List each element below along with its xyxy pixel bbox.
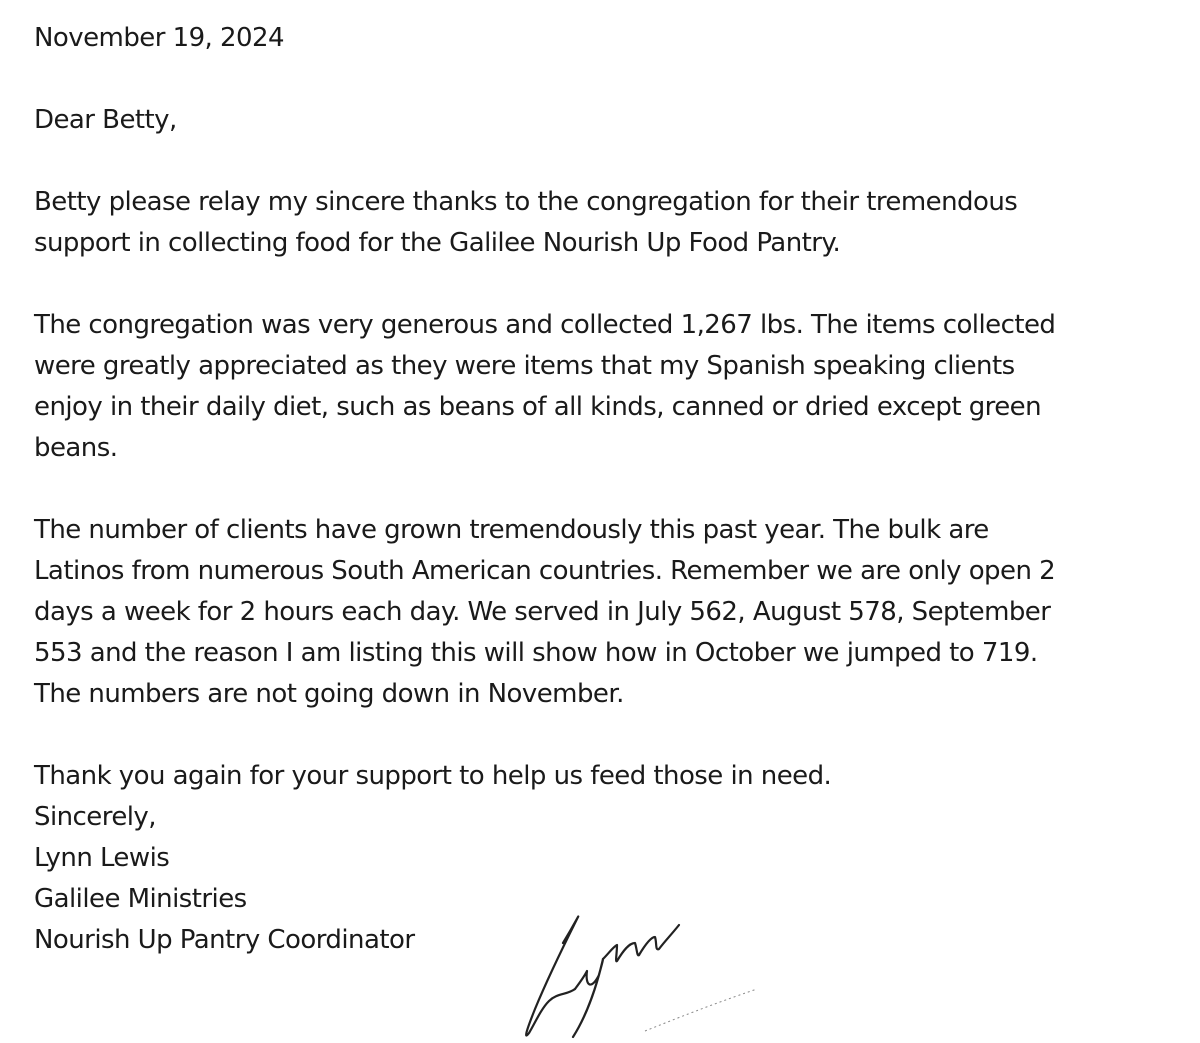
closing-line: Thank you again for your support to help us feed those in need. [34, 761, 832, 791]
paragraph-line: support in collecting food for the Galilee Nourish Up Food Pantry. [34, 228, 841, 258]
letter-body [34, 18, 1184, 961]
paragraph-clients [34, 510, 1184, 715]
paragraph-line: The congregation was very generous and collected 1,267 lbs. The items collected [34, 310, 1056, 340]
paragraph-line: Betty please relay my sincere thanks to the congregation for their tremendous [34, 187, 1018, 217]
letter-date: November 19, 2024 [34, 23, 284, 53]
spacer [34, 469, 1184, 510]
spacer [34, 715, 1184, 756]
sender-organization: Galilee Ministries [34, 884, 247, 914]
sign-off: Sincerely, [34, 802, 156, 832]
paragraph-line: The numbers are not going down in November. [34, 679, 624, 709]
salutation: Dear Betty, [34, 105, 177, 135]
paragraph-line: days a week for 2 hours each day. We served in July 562, August 578, September [34, 597, 1051, 627]
sender-name: Lynn Lewis [34, 843, 170, 873]
paragraph-collection [34, 305, 1184, 469]
spacer [34, 59, 1184, 100]
paragraph-line: enjoy in their daily diet, such as beans of all kinds, canned or dried except green [34, 392, 1042, 422]
paragraph-line: beans. [34, 433, 118, 463]
paragraph-line: 553 and the reason I am listing this will show how in October we jumped to 719. [34, 638, 1038, 668]
sender-title: Nourish Up Pantry Coordinator [34, 925, 415, 955]
spacer [34, 141, 1184, 182]
spacer [34, 264, 1184, 305]
paragraph-line: were greatly appreciated as they were items that my Spanish speaking clients [34, 351, 1015, 381]
paragraph-line: Latinos from numerous South American countries. Remember we are only open 2 [34, 556, 1056, 586]
paragraph-thanks [34, 182, 1184, 264]
paragraph-line: The number of clients have grown tremendously this past year. The bulk are [34, 515, 989, 545]
handwritten-signature [505, 905, 775, 1043]
